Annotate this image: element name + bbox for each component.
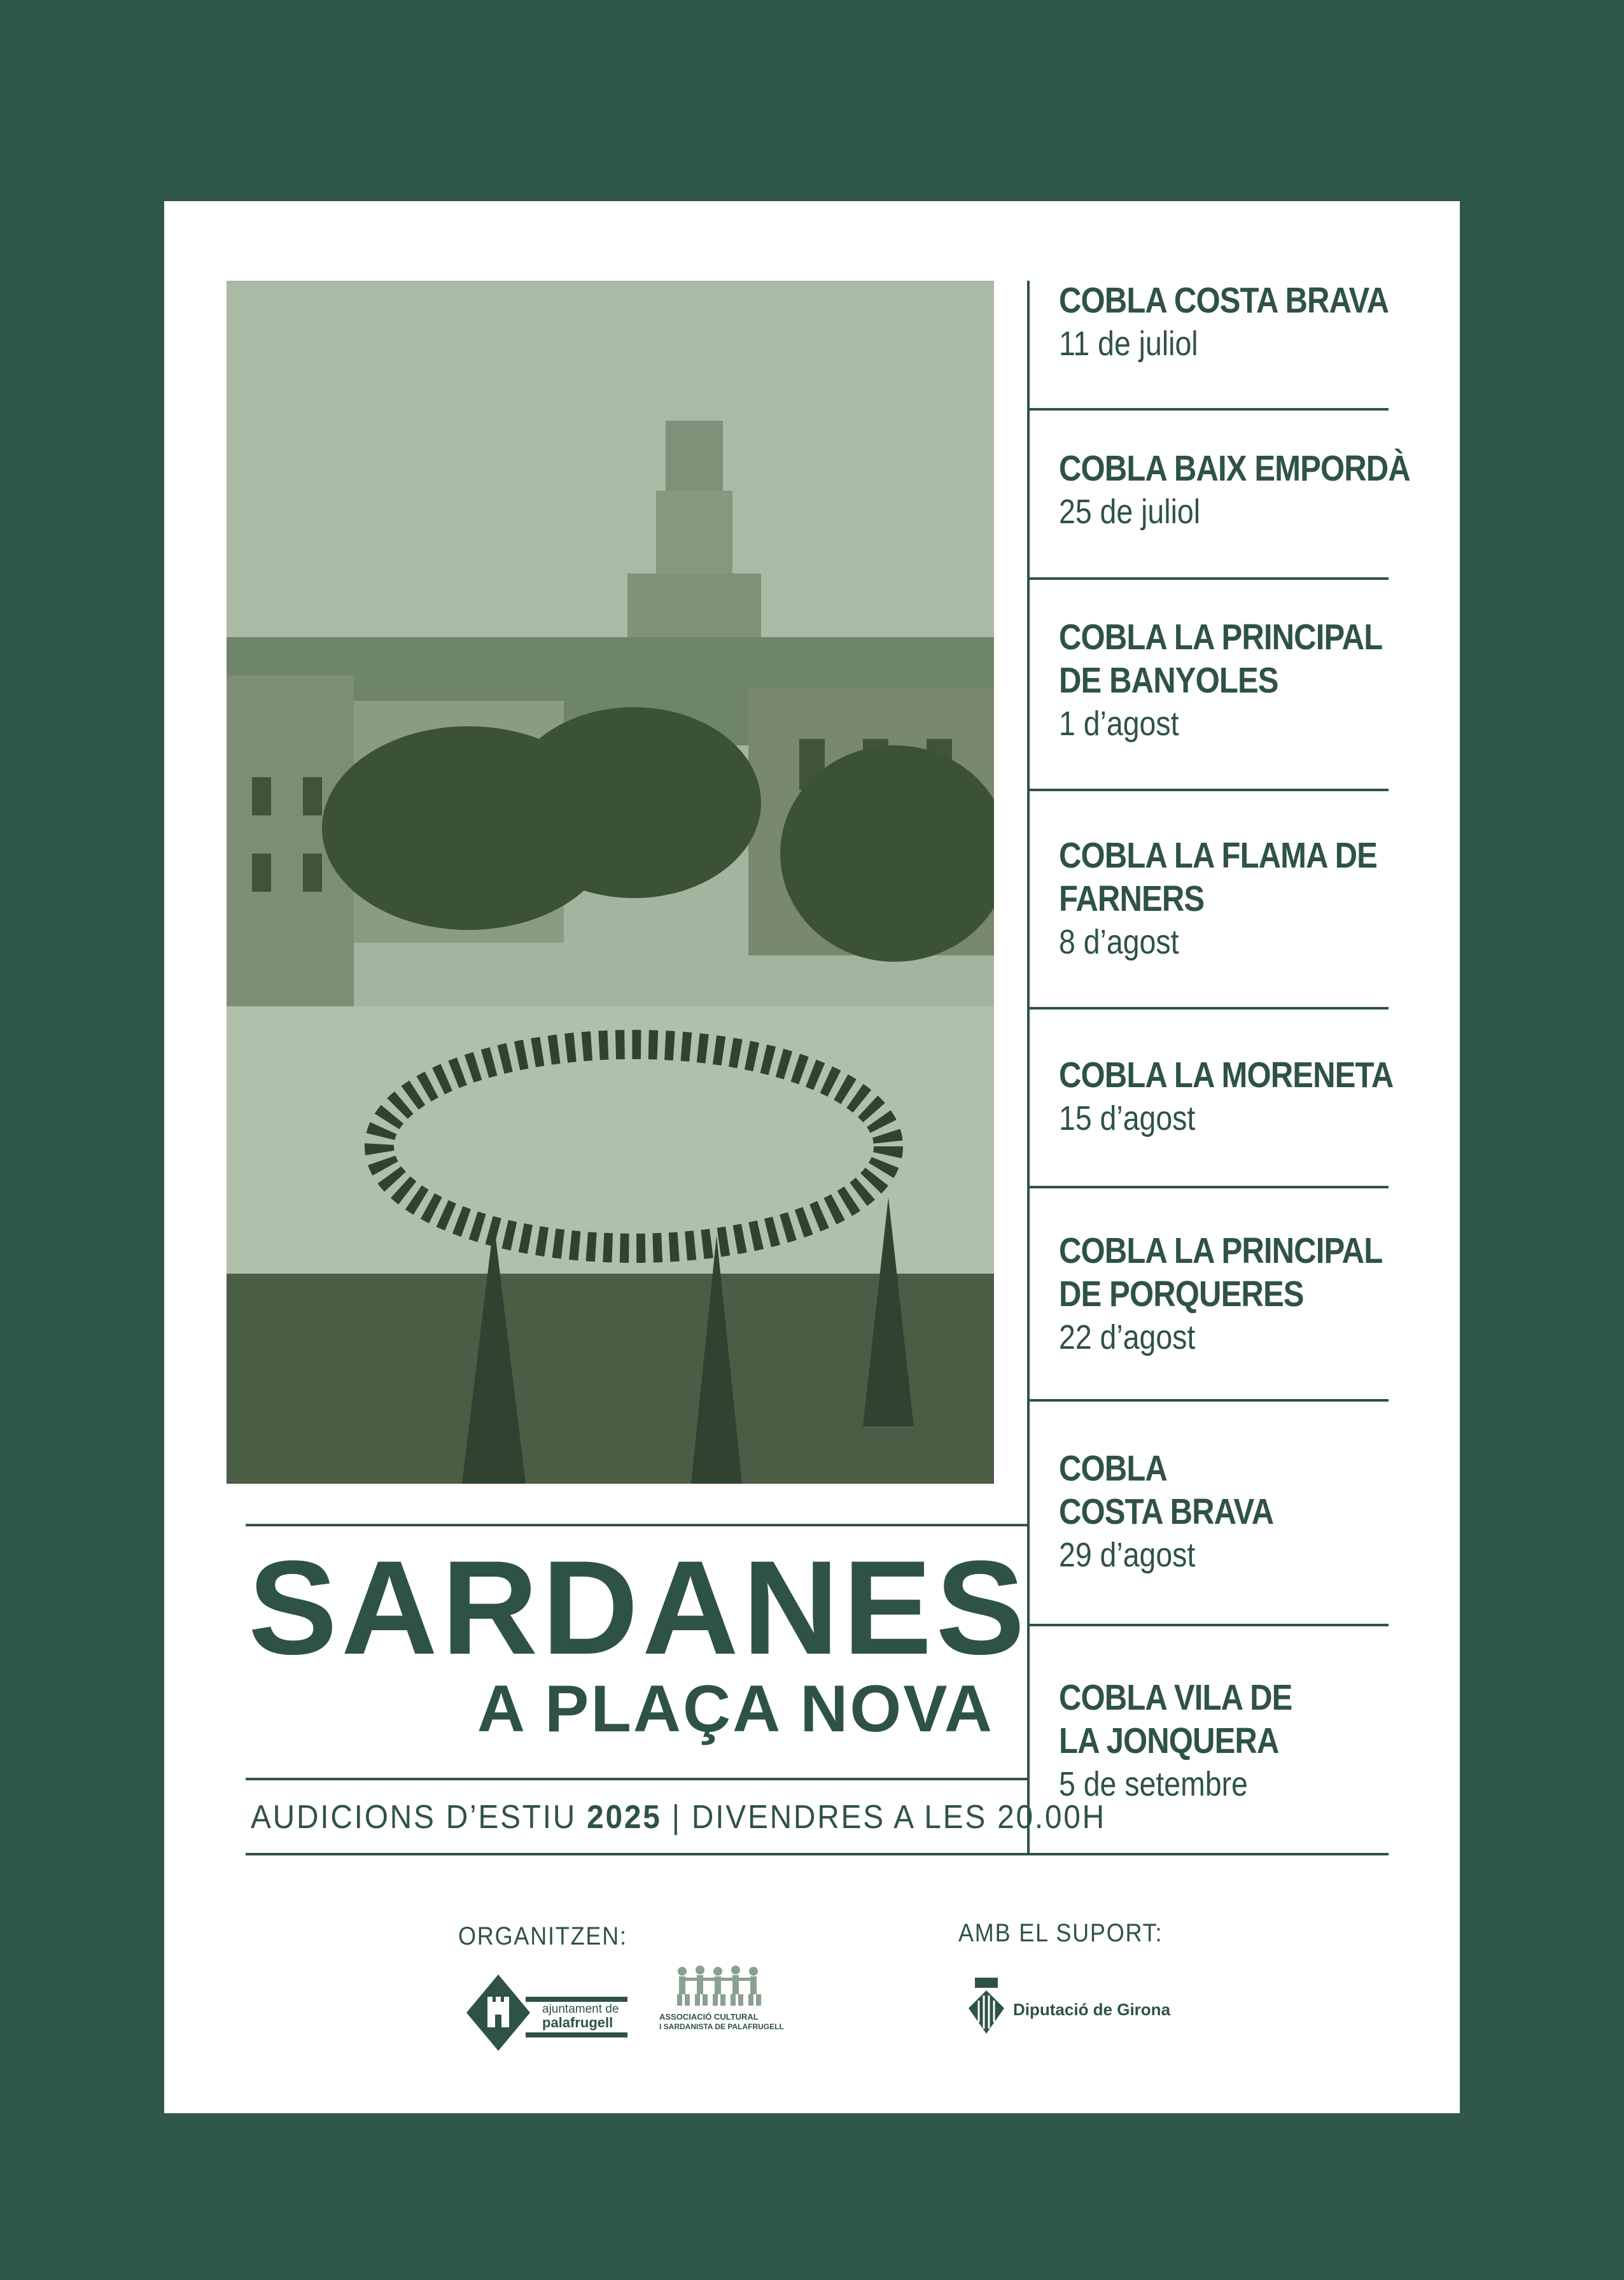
event-date: 15 d’agost (1059, 1099, 1196, 1137)
tagline-separator: | (671, 1799, 682, 1836)
event-item (1059, 279, 1441, 365)
event-item (1059, 1053, 1441, 1140)
castle-logo-icon (463, 1971, 533, 2054)
poster-title: SARDANES (248, 1533, 1029, 1682)
event-item (1059, 1229, 1441, 1359)
divider (246, 1778, 1030, 1780)
divider (1027, 1624, 1389, 1626)
divider (1027, 577, 1389, 580)
divider (1027, 1186, 1389, 1188)
event-date: 25 de juliol (1059, 493, 1201, 531)
event-item (1059, 1676, 1441, 1806)
dancers-logo-icon (673, 1964, 775, 2008)
event-date: 1 d’agost (1059, 705, 1179, 743)
ajuntament-text-1: ajuntament de (542, 2002, 619, 2016)
logo-bar (526, 2032, 627, 2037)
divider (1027, 1853, 1389, 1855)
event-date: 22 d’agost (1059, 1318, 1196, 1356)
event-item (1059, 1447, 1441, 1577)
tagline (251, 1796, 1106, 1838)
associacio-logo (659, 1964, 793, 2034)
event-date: 8 d’agost (1059, 923, 1179, 961)
organizers-label: ORGANITZEN: (458, 1922, 627, 1950)
event-name: COBLA VILA DE LA JONQUERA (1059, 1677, 1292, 1761)
associacio-text-2: I SARDANISTA DE PALAFRUGELL (659, 2022, 784, 2031)
event-name: COBLA LA FLAMA DE FARNERS (1059, 835, 1378, 919)
event-item (1059, 834, 1441, 964)
diputacio-logo (966, 1976, 1170, 2040)
event-name: COBLA COSTA BRAVA (1059, 280, 1389, 321)
tagline-suffix: DIVENDRES A LES 20.00H (691, 1799, 1106, 1836)
event-name: COBLA LA PRINCIPAL DE BANYOLES (1059, 617, 1383, 701)
ajuntament-text-2: palafrugell (542, 2015, 613, 2030)
event-date: 11 de juliol (1059, 325, 1198, 363)
event-name: COBLA COSTA BRAVA (1059, 1448, 1274, 1532)
ajuntament-logo (463, 1971, 629, 2054)
event-item (1059, 447, 1441, 533)
event-name: COBLA LA PRINCIPAL DE PORQUERES (1059, 1230, 1383, 1314)
tagline-prefix: AUDICIONS D’ESTIU (251, 1799, 577, 1836)
plaza-photo (227, 281, 994, 1484)
divider (1027, 408, 1389, 411)
event-date: 29 d’agost (1059, 1536, 1196, 1574)
tagline-year: 2025 (587, 1799, 662, 1836)
logo-bar (526, 1997, 627, 2002)
event-name: COBLA BAIX EMPORDÀ (1059, 448, 1410, 489)
diputacio-text: Diputació de Girona (1013, 2000, 1171, 2019)
coat-of-arms-icon (966, 1976, 1007, 2036)
event-item (1059, 616, 1441, 745)
divider (1027, 1007, 1389, 1010)
divider (246, 1524, 1030, 1526)
divider (1027, 789, 1389, 791)
associacio-text-1: ASSOCIACIÓ CULTURAL (659, 2012, 759, 2022)
divider (246, 1853, 1030, 1855)
support-label: AMB EL SUPORT: (958, 1919, 1163, 1947)
event-name: COBLA LA MORENETA (1059, 1055, 1394, 1095)
event-date: 5 de setembre (1059, 1765, 1248, 1803)
poster-subtitle: A PLAÇA NOVA (477, 1672, 994, 1746)
divider (1027, 1399, 1389, 1402)
